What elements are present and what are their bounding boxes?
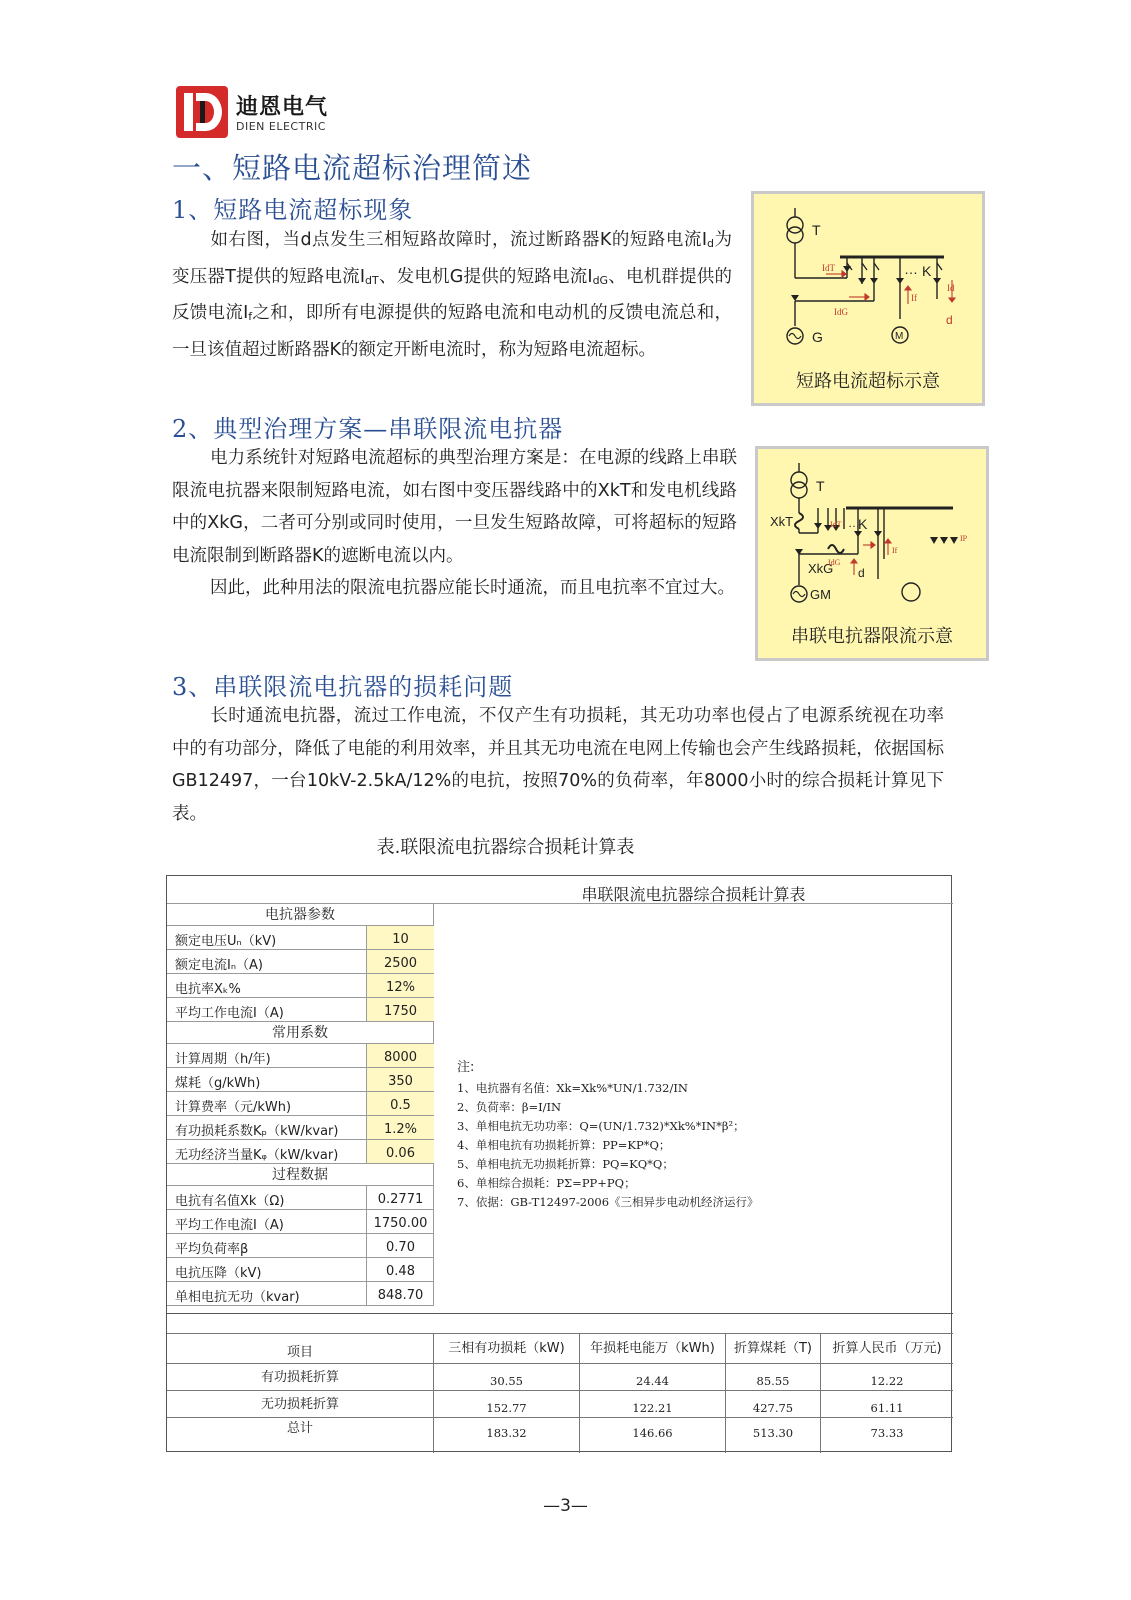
table-notes (457, 1058, 759, 1212)
table-title: 串联限流电抗器综合损耗计算表 (434, 876, 953, 904)
note-item: 4、单相电抗有功损耗折算：PP=KP*Q； (457, 1138, 671, 1152)
note-item: 5、单相电抗无功损耗折算：PQ=KQ*Q； (457, 1157, 674, 1171)
section-header-common-coefficients: 常用系数 (167, 1022, 434, 1044)
logo-mark-icon (176, 86, 228, 138)
page-number: —3— (543, 1496, 588, 1516)
note-item: 6、单相综合损耗：PΣ=PP+PQ； (457, 1176, 636, 1190)
fig1-label-k: K (922, 263, 932, 279)
series-reactor-diagram (758, 449, 986, 619)
section-2-title: 2、典型治理方案—串联限流电抗器 (172, 415, 564, 443)
param-row: 电抗压降（kV) 0.48 (167, 1258, 434, 1282)
figure-2-caption: 串联电抗器限流示意 (791, 626, 953, 647)
summary-header-row (167, 1334, 953, 1364)
fig2-label-idg: IdG (828, 558, 841, 567)
param-row: 煤耗（g/kWh) 350 (167, 1068, 434, 1092)
summary-table (167, 1313, 953, 1453)
section-2-paragraph-1: 电力系统针对短路电流超标的典型治理方案是：在电源的线路上串联限流电抗器来限制短路电流，如右图中变压器线路中的XkT和发电机线路中的XkG，二者可分别或同时使用，一旦发生短路故障，可将超标的短路电流限制到断路器K的遮断电流以内。 (172, 448, 737, 566)
summary-header-cell: 年损耗电能万（kWh) (580, 1334, 726, 1363)
company-logo (176, 86, 336, 138)
fig1-label-d: d (946, 313, 953, 327)
fig2-label-t: T (816, 478, 825, 494)
logo-text-cn: 迪恩电气 (236, 95, 329, 120)
main-heading: 一、短路电流超标治理简述 (172, 151, 533, 185)
fig2-label-k: K (858, 516, 868, 532)
fig2-label-gm: GM (810, 587, 831, 602)
param-row: 平均负荷率β 0.70 (167, 1234, 434, 1258)
fig2-label-d: d (858, 566, 865, 580)
param-row: 无功经济当量Kᵩ（kW/kvar) 0.06 (167, 1140, 434, 1164)
section-3-title: 3、串联限流电抗器的损耗问题 (172, 673, 514, 701)
summary-row: 无功损耗折算 152.77 122.21 427.75 61.11 (167, 1391, 953, 1418)
summary-header-cell: 折算人民币（万元) (832, 1341, 942, 1356)
fig2-label-dots: … (848, 516, 860, 530)
param-row: 有功损耗系数Kₚ（kW/kvar) 1.2% (167, 1116, 434, 1140)
logo-text-en: DIEN ELECTRIC (236, 120, 326, 133)
figure-series-reactor-diagram (755, 446, 989, 661)
fig2-label-xkt: XkT (770, 514, 794, 529)
fig2-label-ip: IP (960, 534, 968, 543)
loss-calculation-table (166, 875, 952, 1452)
section-1-paragraph: 如右图，当d点发生三相短路故障时，流过断路器K的短路电流Id为变压器T提供的短路电流IdT、发电机G提供的短路电流IdG、电机群提供的反馈电流If之和，即所有电源提供的短路电流和电动机的反馈电流总和，一旦该值超过断路器K的额定开断电流时，称为短路电流超标。 (172, 230, 733, 360)
param-row: 计算周期（h/年) 8000 (167, 1044, 434, 1068)
param-row: 平均工作电流I（A) 1750 (167, 998, 434, 1022)
section-3-paragraph: 长时通流电抗器，流过工作电流，不仅产生有功损耗，其无功功率也侵占了电源系统视在功率中的有功部分，降低了电能的利用效率，并且其无功电流在电网上传输也会产生线路损耗，依据国标GB12497，一台10kV-2.5kA/12%的电抗，按照70%的负荷率，年8000小时的综合损耗计算见下表。 (172, 706, 944, 824)
fig1-label-idt: IdT (822, 263, 835, 273)
fig1-label-g: G (812, 329, 823, 345)
fig1-label-dots: … (904, 261, 918, 277)
note-item: 1、电抗器有名值：Xk=Xk%*UN/1.732/IN (457, 1081, 688, 1095)
param-row: 计算费率（元/kWh) 0.5 (167, 1092, 434, 1116)
summary-row: 有功损耗折算 30.55 24.44 85.55 12.22 (167, 1364, 953, 1391)
fig1-label-t: T (812, 222, 821, 238)
param-row: 额定电流Iₙ（A) 2500 (167, 950, 434, 974)
param-row: 电抗有名值Xk（Ω) 0.2771 (167, 1186, 434, 1210)
short-circuit-diagram (754, 194, 982, 374)
summary-header-cell: 三相有功损耗（kW) (434, 1334, 580, 1363)
section-2-paragraph-2: 因此，此种用法的限流电抗器应能长时通流，而且电抗率不宜过大。 (210, 578, 735, 598)
param-row: 单相电抗无功（kvar) 848.70 (167, 1282, 434, 1306)
param-row: 电抗率Xₖ% 12% (167, 974, 434, 998)
section-header-reactor-params: 电抗器参数 (167, 904, 434, 926)
summary-header-cell: 折算煤耗（T) (726, 1334, 821, 1363)
section-1-title: 1、短路电流超标现象 (172, 196, 414, 224)
note-item: 3、单相电抗无功功率：Q=(UN/1.732)*Xk%*IN*β²； (457, 1119, 745, 1133)
param-row: 额定电压Uₙ（kV) 10 (167, 926, 434, 950)
fig1-label-m: M (895, 331, 904, 342)
section-header-process-data: 过程数据 (167, 1164, 434, 1186)
table-caption: 表.联限流电抗器综合损耗计算表 (376, 837, 635, 858)
summary-row-total: 总计 183.32 146.66 513.30 73.33 (167, 1418, 953, 1453)
fig1-label-id: Id (947, 283, 955, 293)
fig1-label-if: If (911, 293, 917, 303)
fig1-label-idg: IdG (834, 307, 848, 317)
summary-spacer-row (167, 1314, 953, 1334)
note-item: 7、依据：GB-T12497-2006《三相异步电动机经济运行》 (457, 1195, 759, 1209)
fig2-label-xkg: XkG (808, 561, 834, 576)
summary-header-cell: 项目 (167, 1334, 434, 1363)
notes-title: 注: (457, 1060, 475, 1075)
note-item: 2、负荷率：β=I/IN (457, 1100, 562, 1114)
figure-short-circuit-diagram (751, 191, 985, 406)
fig2-label-idt: IdT (830, 520, 842, 529)
param-row: 平均工作电流I（A) 1750.00 (167, 1210, 434, 1234)
figure-1-caption: 短路电流超标示意 (796, 371, 940, 392)
fig2-label-if: If (892, 546, 898, 555)
